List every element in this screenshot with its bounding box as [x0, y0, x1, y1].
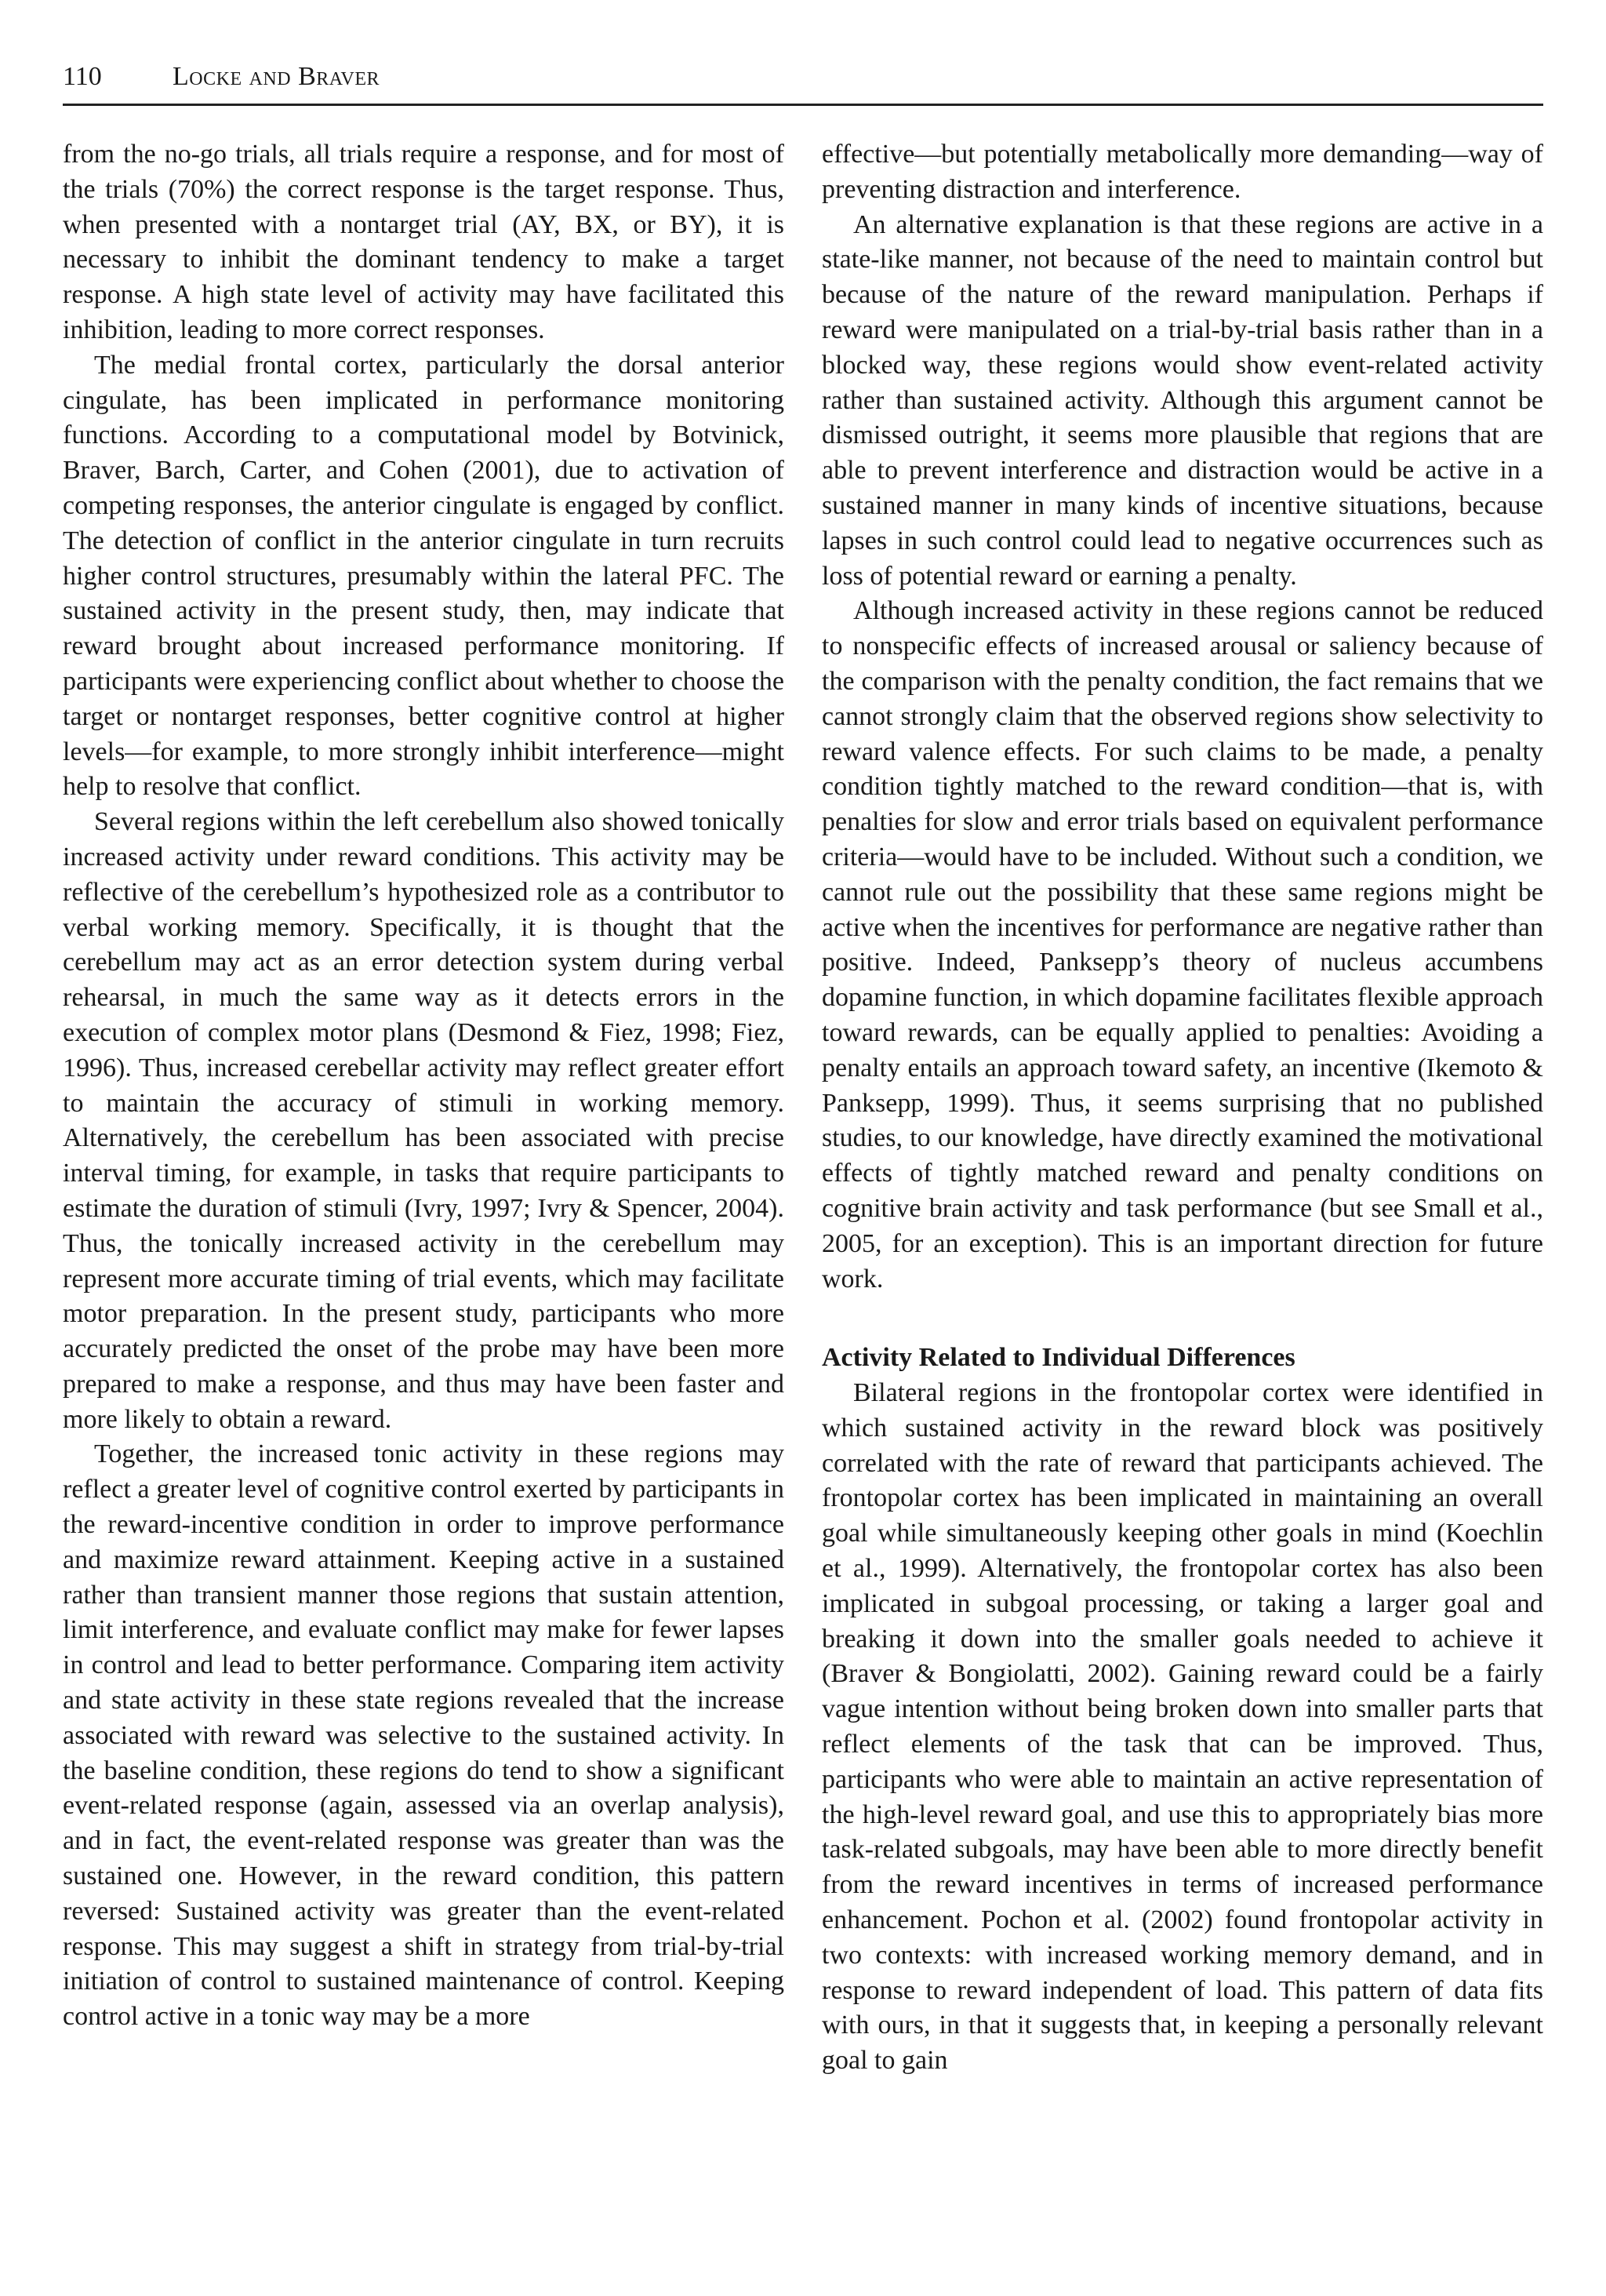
section-heading: Activity Related to Individual Differences: [822, 1343, 1295, 1373]
paragraph: An alternative explanation is that these regions are active in a state-like manner, not because of the need to maintain control but because of the nature of the reward manipulation. Perhaps if reward were manipulated on a trial-by-trial basis rather than in a blocked way, these regions would show event-related activity rather than sustained activity. Although this argument cannot be dismissed outright, it seems more plausible that regions that are able to prevent interference and distraction would be active in a sustained manner in many kinds of incentive situations, because lapses in such control could lead to negative occurrences such as loss of potential reward or earning a penalty.: [822, 209, 1543, 591]
paragraph: The medial frontal cortex, particularly the dorsal anterior cingulate, has been implicated in performance monitoring functions. According to a computational model by Botvinick, Braver, Barch, Carter, and Cohen (2001), due to activation of competing responses, the anterior cingulate is engaged by conflict. The detection of conflict in the anterior cingulate in turn recruits higher control structures, presumably within the lateral PFC. The sustained activity in the present study, then, may indicate that reward brought about increased performance monitoring. If participants were experiencing conflict about whether to choose the target or nontarget responses, better cognitive control at higher levels—for example, to more strongly inhibit interference—might help to resolve that conflict.: [63, 350, 784, 802]
paragraph: Together, the increased tonic activity in these regions may reflect a greater level of cognitive control exerted by participants in the reward-incentive condition in order to improve performance and maximize reward attainment. Keeping active in a sustained rather than transient manner those regions that sustain attention, limit interference, and evaluate conflict may make for fewer lapses in control and lead to better performance. Comparing item activity and state activity in these state regions revealed that the increase associated with reward was selective to the sustained activity. In the baseline condition, these regions do tend to show a significant event-related response (again, assessed via an overlap analysis), and in fact, the event-related response was greater than was the sustained one. However, in the reward condition, this pattern reversed: Sustained activity was greater than the event-related response. This may suggest a shift in strategy from trial-by-trial initiation of control to sustained maintenance of control. Keeping control active in a tonic way may be a more: [63, 1439, 784, 2032]
paragraph: effective—but potentially metabolically more demanding—way of preventing distraction and interference.: [822, 140, 1543, 204]
paragraph: from the no-go trials, all trials require a response, and for most of the trials (70%) the correct response is the target response. Thus, when presented with a nontarget trial (AY, BX, or BY), it is necessary to inhibit the dominant tendency to make a target response. A high state level of activity may have facilitated this inhibition, leading to more correct responses.: [63, 140, 784, 344]
paragraph: Bilateral regions in the frontopolar cortex were identified in which sustained activity in the reward block was positively correlated with the rate of reward that participants achieved. The frontopolar cortex has been implicated in maintaining an overall goal while simultaneously keeping other goals in mind (Koechlin et al., 1999). Alternatively, the frontopolar cortex has also been implicated in subgoal processing, or taking a larger goal and breaking it down into the smaller goals needed to achieve it (Braver & Bongiolatti, 2002). Gaining reward could be a fairly vague intention without being broken down into smaller parts that reflect elements of the task that can be improved. Thus, participants who were able to maintain an active representation of the high-level reward goal, and use this to appropriately bias more task-related subgoals, may have been able to more directly benefit from the reward incentives in terms of increased performance enhancement. Pochon et al. (2002) found frontopolar activity in two contexts: with increased working memory demand, and in response to reward independent of load. This pattern of data fits with ours, in that it suggests that, in keeping a personally relevant goal to gain: [822, 1378, 1543, 2076]
left-column: [63, 137, 784, 2271]
page-number: 110: [63, 62, 102, 91]
running-head-authors: Locke and Braver: [173, 62, 380, 91]
running-header: [63, 61, 1543, 106]
right-column: [822, 137, 1543, 2271]
paragraph: Although increased activity in these regions cannot be reduced to nonspecific effects of increased arousal or saliency because of the comparison with the penalty condition, the fact remains that we cannot strongly claim that the observed regions show selectivity to reward valence effects. For such claims to be made, a penalty condition tightly matched to the reward condition—that is, with penalties for slow and error trials based on equivalent performance criteria—would have to be included. Without such a condition, we cannot rule out the possibility that these same regions might be active when the incentives for performance are negative rather than positive. Indeed, Panksepp’s theory of nucleus accumbens dopamine function, in which dopamine facilitates flexible approach toward rewards, can be equally applied to penalties: Avoiding a penalty entails an approach toward safety, an incentive (Ikemoto & Panksepp, 1999). Thus, it seems surprising that no published studies, to our knowledge, have directly examined the motivational effects of tightly matched reward and penalty conditions on cognitive brain activity and task performance (but see Small et al., 2005, for an exception). This is an important direction for future work.: [822, 596, 1543, 1294]
paragraph: Several regions within the left cerebellum also showed tonically increased activity under reward conditions. This activity may be reflective of the cerebellum’s hypothesized role as a contributor to verbal working memory. Specifically, it is thought that the cerebellum may act as an error detection system during verbal rehearsal, in much the same way as it detects errors in the execution of complex motor plans (Desmond & Fiez, 1998; Fiez, 1996). Thus, increased cerebellar activity may reflect greater effort to maintain the accuracy of stimuli in working memory. Alternatively, the cerebellum has been associated with precise interval timing, for example, in tasks that require participants to estimate the duration of stimuli (Ivry, 1997; Ivry & Spencer, 2004). Thus, the tonically increased activity in the cerebellum may represent more accurate timing of trial events, which may facilitate motor preparation. In the present study, participants who more accurately predicted the onset of the probe may have been more prepared to make a response, and thus may have been faster and more likely to obtain a reward.: [63, 807, 784, 1434]
